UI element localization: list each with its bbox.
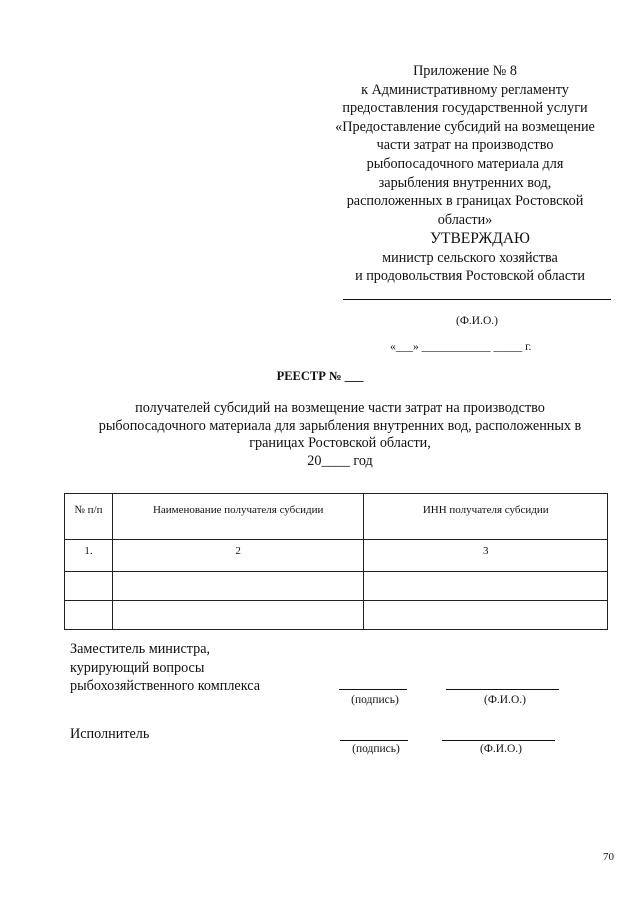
appendix-line: зарыбления внутренних вод, <box>378 174 552 191</box>
register-description-line: получателей субсидий на возмещение части затрат на производство <box>135 400 545 416</box>
approval-position-line: министр сельского хозяйства <box>382 250 558 266</box>
register-table <box>64 493 608 630</box>
deputy-fio-line <box>446 689 559 690</box>
appendix-line: «Предоставление субсидий на возмещение <box>335 118 595 135</box>
approval-signature-line <box>343 299 611 300</box>
table-cell: 1. <box>65 540 113 572</box>
appendix-line: части затрат на производство <box>376 137 554 154</box>
approval-date: «___» ____________ _____ г. <box>390 341 532 353</box>
appendix-line: расположенных в границах Ростовской <box>346 193 584 210</box>
table-cell <box>65 601 113 630</box>
register-description-line: 20____ год <box>307 452 373 469</box>
register-title: РЕЕСТР № ___ <box>276 369 364 383</box>
table-row <box>65 572 608 601</box>
executor-fio-caption: (Ф.И.О.) <box>480 743 522 755</box>
executor-signature-line <box>340 740 408 741</box>
table-header-cell: ИНН получателя субсидии <box>364 494 608 540</box>
appendix-line: предоставления государственной услуги <box>342 100 588 117</box>
deputy-signature-line <box>339 689 407 690</box>
table-cell <box>65 572 113 601</box>
deputy-title-line: курирующий вопросы <box>70 659 205 676</box>
table-cell <box>364 601 608 630</box>
appendix-header <box>300 62 630 229</box>
table-header-row <box>65 494 608 540</box>
appendix-line: области» <box>437 211 493 228</box>
executor-fio-line <box>442 740 555 741</box>
appendix-line: рыбопосадочного материала для <box>366 155 564 172</box>
page-number: 70 <box>603 851 614 863</box>
deputy-title-line: Заместитель министра, <box>70 641 211 657</box>
register-description-line: рыбопосадочного материала для зарыбления внутренних вод, расположенных в <box>98 417 582 434</box>
register-description-line: границах Ростовской области, <box>249 435 431 451</box>
appendix-line: Приложение № 8 <box>413 63 517 79</box>
table-cell: 3 <box>364 540 608 572</box>
deputy-title <box>70 640 260 696</box>
executor-label: Исполнитель <box>70 726 150 742</box>
table-cell: 2 <box>112 540 364 572</box>
table-row <box>65 540 608 572</box>
executor-signature-caption: (подпись) <box>352 743 400 755</box>
table-cell <box>364 572 608 601</box>
approval-fio-caption: (Ф.И.О.) <box>456 315 498 327</box>
approval-position-line: и продовольствия Ростовской области <box>355 268 585 284</box>
table-cell <box>112 572 364 601</box>
appendix-line: к Административному регламенту <box>361 81 569 98</box>
deputy-title-line: рыбохозяйственного комплекса <box>70 678 260 694</box>
deputy-fio-caption: (Ф.И.О.) <box>484 694 526 706</box>
deputy-signature-caption: (подпись) <box>351 694 399 706</box>
approval-title: УТВЕРЖДАЮ <box>430 230 530 247</box>
register-description <box>60 400 620 470</box>
table-cell <box>112 601 364 630</box>
table-header-cell: № п/п <box>65 494 113 540</box>
table-header-cell: Наименование получателя субсидии <box>112 494 364 540</box>
table-row <box>65 601 608 630</box>
